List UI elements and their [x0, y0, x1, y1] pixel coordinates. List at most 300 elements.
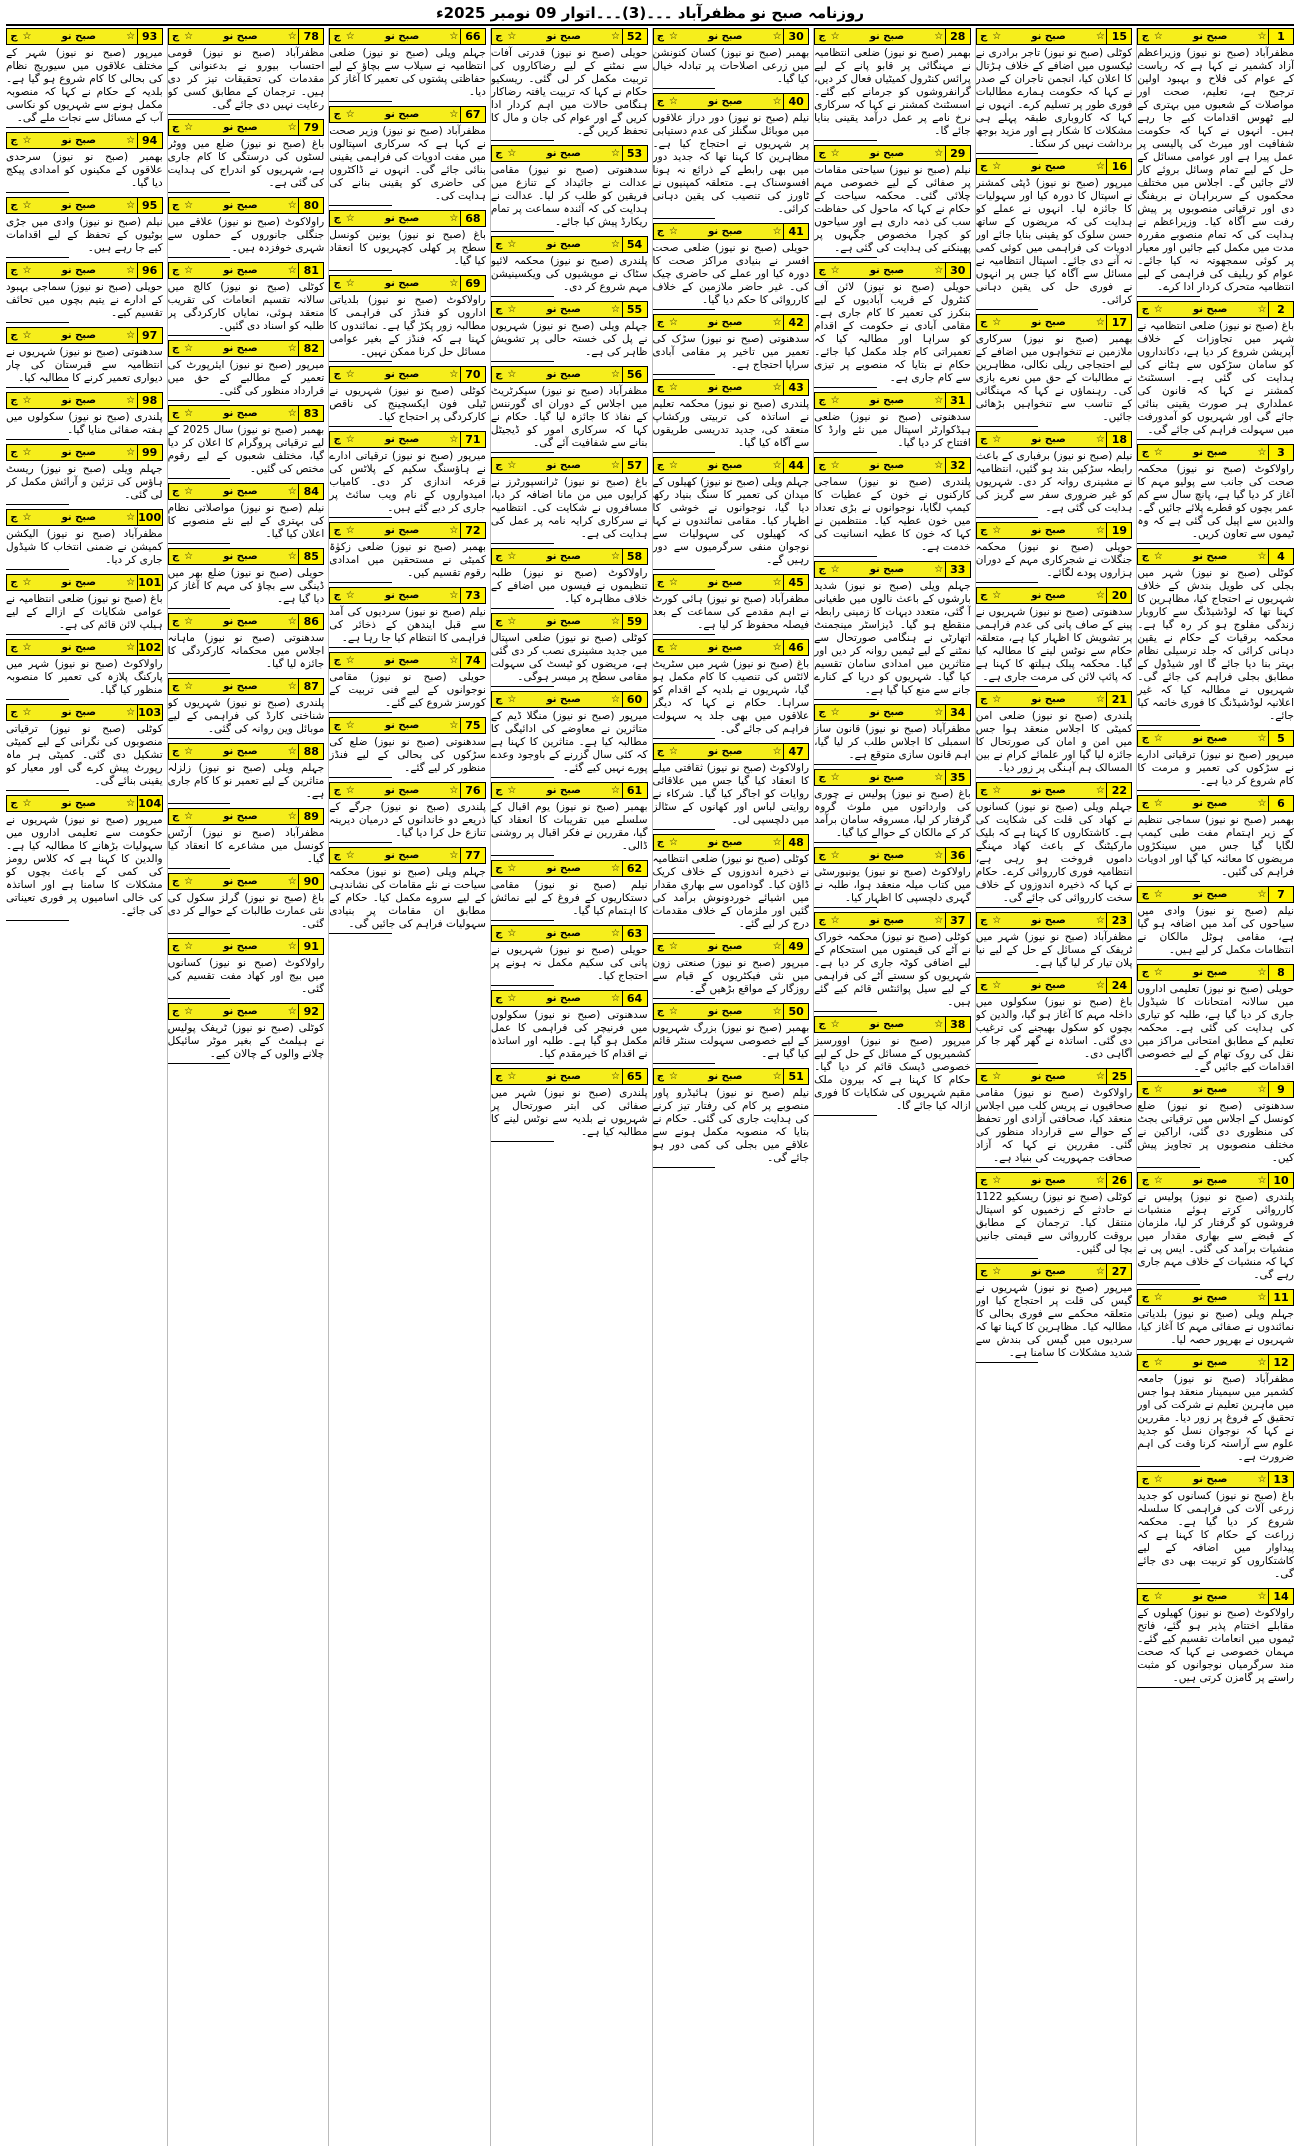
star-icon: ☆	[184, 122, 194, 133]
brand-label: صبح نو	[708, 96, 743, 107]
star-icon: ☆	[184, 408, 194, 419]
item-number: 98	[137, 393, 162, 408]
star-icon: ☆	[287, 200, 297, 211]
star-icon: ☆	[507, 928, 517, 939]
star-icon: ☆	[507, 304, 517, 315]
pin-glyph: ج	[1141, 551, 1149, 562]
item-text: حویلی (صبح نو نیوز) ضلع بھر میں ڈینگی سے بچاؤ کی مہم کا آغاز کر دیا گیا ہے۔	[167, 567, 325, 605]
star-icon: ☆	[1257, 1292, 1267, 1303]
item-number: 53	[622, 146, 647, 161]
pin-glyph: ج	[495, 31, 503, 42]
item-number: 60	[622, 692, 647, 707]
star-icon: ☆	[772, 642, 782, 653]
pin-glyph: ج	[818, 915, 826, 926]
item-text: مظفرآباد (صبح نو نیوز) وزیر صحت نے کہا ہے کہ سرکاری اسپتالوں میں مفت ادویات کی فراہمی یقینی بنائی جائے گی۔ انہوں نے ڈاکٹروں کی حاضری کو یقینی بنانے کی ہدایت کی۔	[329, 125, 486, 202]
item-end-rule	[653, 218, 716, 219]
pin-glyph: ج	[980, 1266, 988, 1277]
news-item	[329, 652, 486, 713]
brand-label: صبح نو	[1031, 1266, 1066, 1277]
pin-glyph: ج	[333, 720, 341, 731]
item-number: 16	[1106, 159, 1131, 174]
star-icon: ☆	[287, 681, 297, 692]
star-icon: ☆	[507, 148, 517, 159]
item-end-rule	[6, 439, 69, 440]
item-text: پلندری (صبح نو نیوز) شہریوں کو شناختی کارڈ کی فراہمی کے لیے موبائل وین روانہ کی گئی۔	[167, 697, 325, 735]
pin-glyph: ج	[172, 343, 180, 354]
brand-label: صبح نو	[1192, 967, 1228, 978]
item-text: نیلم (صبح نو نیوز) مواصلاتی نظام کی بہتری کے لیے نئے منصوبے کا اعلان کیا گیا۔	[167, 502, 325, 540]
news-item	[1137, 1471, 1294, 1584]
brand-label: صبح نو	[223, 681, 258, 692]
brand-label: صبح نو	[708, 642, 743, 653]
brand-label: صبح نو	[1031, 980, 1066, 991]
pin-glyph: ج	[495, 551, 503, 562]
item-text: میرپور (صبح نو نیوز) شہر کے مختلف علاقوں میں سیوریج نظام کی بحالی کا کام شروع ہو گیا ہے۔ بلدیہ کے حکام نے کہا کہ منصوبہ مکمل ہونے سے شہریوں کو نکاسی آب کے مسائل سے نجات ملے گی۔	[6, 47, 163, 124]
item-header-badge	[976, 912, 1133, 929]
news-item	[329, 717, 486, 778]
brand-label: صبح نو	[1192, 31, 1228, 42]
news-item	[168, 262, 325, 336]
star-icon: ☆	[1257, 304, 1267, 315]
item-text: بھمبر (صبح نو نیوز) سرحدی علاقوں کے مکینوں کو امدادی پیکج دیا گیا۔	[6, 151, 163, 189]
pin-glyph: ج	[172, 811, 180, 822]
item-text: مظفرآباد (صبح نو نیوز) الیکشن کمیشن نے ضمنی انتخاب کا شیڈول جاری کر دیا۔	[6, 528, 163, 566]
news-item	[491, 860, 648, 921]
star-icon: ☆	[22, 707, 32, 718]
news-item	[1137, 1354, 1294, 1467]
item-number: 51	[783, 1069, 808, 1084]
star-icon: ☆	[449, 31, 459, 42]
pin-glyph: ج	[333, 590, 341, 601]
item-header-badge	[491, 548, 648, 565]
item-header-badge	[1137, 1172, 1294, 1189]
star-icon: ☆	[830, 31, 840, 42]
pin-glyph: ج	[980, 525, 988, 536]
item-text: نیلم (صبح نو نیوز) وادی میں سیاحوں کی آمد میں اضافہ ہو گیا ہے، مقامی ہوٹل مالکان نے انتظامات مکمل کر لیے ہیں۔	[1137, 905, 1294, 956]
item-number: 87	[298, 679, 323, 694]
brand-label: صبح نو	[223, 1006, 258, 1017]
item-header-badge	[168, 938, 325, 955]
item-header-badge	[6, 704, 163, 721]
news-item	[653, 223, 810, 310]
item-text: جہلم ویلی (صبح نو نیوز) بلدیاتی نمائندوں نے صفائی مہم کا آغاز کیا، شہریوں نے بھرپور حصہ لیا۔	[1137, 1308, 1294, 1346]
star-icon: ☆	[287, 941, 297, 952]
item-number: 89	[298, 809, 323, 824]
star-icon: ☆	[449, 525, 459, 536]
brand-label: صبح نو	[869, 395, 905, 406]
brand-label: صبح نو	[1192, 733, 1228, 744]
star-icon: ☆	[184, 941, 194, 952]
star-icon: ☆	[184, 1006, 194, 1017]
news-item	[1137, 1172, 1294, 1285]
brand-label: صبح نو	[1031, 317, 1066, 328]
pin-glyph: ج	[495, 694, 503, 705]
item-number: 62	[622, 861, 647, 876]
item-end-rule	[976, 1362, 1039, 1363]
item-number: 54	[622, 237, 647, 252]
item-header-badge	[6, 327, 163, 344]
item-number: 94	[137, 133, 162, 148]
item-number: 20	[1106, 588, 1131, 603]
item-end-rule	[814, 257, 877, 258]
pin-glyph: ج	[10, 447, 18, 458]
star-icon: ☆	[126, 31, 136, 42]
item-end-rule	[653, 634, 716, 635]
news-item	[168, 483, 325, 544]
news-item	[814, 28, 971, 141]
brand-label: صبح نو	[869, 564, 905, 575]
star-icon: ☆	[611, 148, 620, 159]
star-icon: ☆	[611, 369, 620, 380]
item-header-badge	[653, 1068, 810, 1085]
item-number: 101	[138, 576, 162, 589]
news-item	[491, 457, 648, 544]
star-icon: ☆	[830, 915, 840, 926]
item-end-rule	[653, 1167, 716, 1168]
news-item	[168, 405, 325, 479]
item-number: 28	[945, 29, 970, 44]
star-icon: ☆	[992, 980, 1002, 991]
brand-label: صبح نو	[1192, 551, 1228, 562]
news-column	[167, 28, 325, 2146]
brand-label: صبح نو	[61, 265, 97, 276]
news-item	[6, 639, 163, 700]
item-end-rule	[329, 933, 392, 934]
item-number: 93	[137, 29, 162, 44]
news-item	[653, 574, 810, 635]
star-icon: ☆	[1257, 1175, 1267, 1186]
item-text: جہلم ویلی (صبح نو نیوز) ضلعی انتظامیہ نے سیلاب سے بچاؤ کے لیے حفاظتی پشتوں کی تعمیر کا آغاز کر دیا۔	[329, 47, 486, 98]
pin-glyph: ج	[333, 525, 341, 536]
item-end-rule	[976, 777, 1039, 778]
brand-label: صبح نو	[708, 746, 743, 757]
news-item	[976, 522, 1133, 583]
item-text: کوٹلی (صبح نو نیوز) تاجر برادری نے ٹیکسوں میں اضافے کے خلاف ہڑتال کا اعلان کیا، انجمن تاجران کے صدر نے کہا کہ حکومت ہمارے مطالبات فوری طور پر تسلیم کرے۔ انہوں نے کہا کہ کاروباری طبقہ پہلے ہی مشکلات کا شکار ہے اور مزید بوجھ برداشت نہیں کر سکتا۔	[975, 47, 1133, 150]
item-end-rule	[653, 309, 716, 310]
item-header-badge	[329, 431, 486, 448]
item-number: 85	[298, 549, 323, 564]
news-column	[328, 28, 486, 2146]
news-item	[814, 392, 971, 453]
star-icon: ☆	[830, 148, 840, 159]
item-header-badge	[491, 1068, 648, 1085]
item-end-rule	[491, 777, 554, 778]
brand-label: صبح نو	[223, 616, 258, 627]
item-text: جہلم ویلی (صبح نو نیوز) محکمہ سیاحت نے نئے مقامات کی نشاندہی کے لیے سروے مکمل کیا۔ حکام کے مطابق ان مقامات پر بنیادی سہولیات فراہم کی جائیں گی۔	[329, 866, 486, 930]
star-icon: ☆	[22, 265, 32, 276]
star-icon: ☆	[830, 772, 840, 783]
item-number: 99	[137, 445, 162, 460]
star-icon: ☆	[449, 850, 459, 861]
item-number: 2	[1268, 302, 1293, 317]
item-text: سدھنوتی (صبح نو نیوز) ضلع کونسل کے اجلاس میں ترقیاتی بجٹ کی منظوری دی گئی، اراکین نے مختلف منصوبوں پر تجاویز پیش کیں۔	[1137, 1100, 1294, 1164]
item-text: باغ (صبح نو نیوز) شہر میں سٹریٹ لائٹس کی تنصیب کا کام مکمل ہو گیا، شہریوں نے بلدیہ کے اقدام کو سراہا۔ حکام نے کہا کہ دیگر علاقوں میں بھی جلد یہ سہولت فراہم کی جائے گی۔	[652, 658, 810, 735]
item-text: حویلی (صبح نو نیوز) سماجی بہبود کے ادارے نے یتیم بچوں میں تحائف تقسیم کیے۔	[6, 281, 163, 319]
brand-label: صبح نو	[384, 785, 420, 796]
star-icon: ☆	[449, 785, 459, 796]
item-end-rule	[814, 907, 877, 908]
item-number: 19	[1106, 523, 1131, 538]
star-icon: ☆	[992, 434, 1002, 445]
star-icon: ☆	[345, 850, 355, 861]
item-number: 64	[622, 991, 647, 1006]
news-item	[814, 769, 971, 843]
news-item	[491, 990, 648, 1064]
news-item	[329, 522, 486, 583]
star-icon: ☆	[507, 239, 517, 250]
star-icon: ☆	[611, 694, 620, 705]
pin-glyph: ج	[818, 850, 826, 861]
item-number: 55	[622, 302, 647, 317]
item-text: بھمبر (صبح نو نیوز) ضلعی زکوٰۃ کمیٹی نے مستحقین میں امدادی رقوم تقسیم کیں۔	[329, 541, 486, 579]
brand-label: صبح نو	[546, 928, 581, 939]
item-header-badge	[6, 444, 163, 461]
news-item	[976, 314, 1133, 427]
item-header-badge	[653, 639, 810, 656]
star-icon: ☆	[992, 317, 1002, 328]
brand-label: صبح نو	[708, 382, 743, 393]
pin-glyph: ج	[10, 135, 18, 146]
item-end-rule	[329, 647, 392, 648]
item-number: 18	[1106, 432, 1131, 447]
item-number: 91	[298, 939, 323, 954]
pin-glyph: ج	[656, 837, 665, 848]
pin-glyph: ج	[818, 707, 826, 718]
news-item	[653, 938, 810, 999]
news-item	[814, 457, 971, 557]
news-item	[6, 509, 163, 570]
pin-glyph: ج	[10, 265, 18, 276]
star-icon: ☆	[830, 460, 840, 471]
item-text: بھمبر (صبح نو نیوز) سرکاری ملازمین نے تنخواہوں میں اضافے کے لیے احتجاجی ریلی نکالی، مظاہرین نے مطالبات کے حق میں نعرے بازی کی۔ رہنماؤں نے کہا کہ مہنگائی کے تناسب سے تنخواہیں بڑھائی جائیں۔	[975, 333, 1133, 423]
item-header-badge	[168, 340, 325, 357]
item-number: 72	[460, 523, 485, 538]
item-end-rule	[491, 231, 554, 232]
item-number: 34	[945, 705, 970, 720]
star-icon: ☆	[449, 213, 459, 224]
brand-label: صبح نو	[384, 31, 420, 42]
item-end-rule	[653, 569, 716, 570]
star-icon: ☆	[345, 590, 355, 601]
star-icon: ☆	[126, 642, 136, 653]
item-end-rule	[6, 790, 69, 791]
item-header-badge	[814, 262, 971, 279]
brand-label: صبح نو	[223, 122, 258, 133]
item-number: 76	[460, 783, 485, 798]
item-end-rule	[976, 1063, 1039, 1064]
item-number: 102	[138, 641, 162, 654]
item-text: راولاکوٹ (صبح نو نیوز) ثقافتی میلے کا انعقاد کیا گیا جس میں علاقائی روایات کو اجاگر کیا گیا۔ شرکاء نے روایتی لباس اور کھانوں کے سٹالز میں دلچسپی لی۔	[652, 762, 810, 826]
item-header-badge	[814, 145, 971, 162]
item-header-badge	[6, 574, 163, 591]
item-header-badge	[168, 28, 325, 45]
brand-label: صبح نو	[1031, 161, 1066, 172]
star-icon: ☆	[934, 564, 944, 575]
item-number: 74	[460, 653, 485, 668]
star-icon: ☆	[184, 746, 194, 757]
star-icon: ☆	[287, 551, 297, 562]
star-icon: ☆	[1153, 31, 1163, 42]
star-icon: ☆	[287, 486, 297, 497]
star-icon: ☆	[126, 707, 136, 718]
star-icon: ☆	[934, 395, 944, 406]
item-end-rule	[976, 686, 1039, 687]
brand-label: صبح نو	[1192, 1084, 1228, 1095]
item-end-rule	[1137, 790, 1200, 791]
item-number: 24	[1106, 978, 1131, 993]
item-number: 26	[1106, 1173, 1131, 1188]
star-icon: ☆	[22, 642, 32, 653]
item-text: پلندری (صبح نو نیوز) پولیس نے کارروائی کرتے ہوئے منشیات فروشوں کو گرفتار کر لیا، ملزمان کے قبضے سے بھاری مقدار میں منشیات برآمد کی گئی۔ ایس پی نے کہا کہ منشیات کے خلاف مہم جاری رہے گی۔	[1137, 1191, 1294, 1281]
pin-glyph: ج	[980, 785, 988, 796]
item-end-rule	[168, 257, 231, 258]
item-text: حویلی (صبح نو نیوز) ضلعی صحت افسر نے بنیادی مراکز صحت کا دورہ کیا اور عملے کی حاضری چیک کی۔ غیر حاضر ملازمین کے خلاف کارروائی کا حکم دیا گیا۔	[652, 242, 810, 306]
star-icon: ☆	[1153, 967, 1163, 978]
item-number: 52	[622, 29, 647, 44]
item-number: 46	[783, 640, 808, 655]
star-icon: ☆	[184, 265, 194, 276]
brand-label: صبح نو	[61, 798, 97, 809]
brand-label: صبح نو	[546, 1071, 581, 1082]
pin-glyph: ج	[1141, 1474, 1149, 1485]
item-text: بھمبر (صبح نو نیوز) کسان کنونشن میں زرعی اصلاحات پر تبادلہ خیال کیا گیا۔	[652, 47, 810, 85]
pin-glyph: ج	[980, 590, 988, 601]
item-number: 37	[945, 913, 970, 928]
item-number: 84	[298, 484, 323, 499]
news-item	[6, 197, 163, 258]
news-item	[814, 1016, 971, 1116]
star-icon: ☆	[126, 200, 136, 211]
star-icon: ☆	[772, 96, 782, 107]
star-icon: ☆	[345, 785, 355, 796]
pin-glyph: ج	[172, 486, 180, 497]
star-icon: ☆	[184, 200, 194, 211]
brand-label: صبح نو	[61, 200, 97, 211]
news-column	[975, 28, 1133, 2146]
pin-glyph: ج	[656, 96, 665, 107]
item-text: نیلم (صبح نو نیوز) دور دراز علاقوں میں موبائل سگنلز کی عدم دستیابی پر شہریوں نے احتجاج کیا ہے۔ مظاہرین کا کہنا تھا کہ جدید دور میں بھی رابطے کے ذرائع نہ ہونا افسوسناک ہے۔ متعلقہ کمپنیوں نے ٹاورز کی تنصیب کی یقین دہانی کرائی۔	[652, 112, 810, 215]
star-icon: ☆	[507, 31, 517, 42]
item-text: کوٹلی (صبح نو نیوز) شہر میں بجلی کی طویل بندش کے خلاف شہریوں نے احتجاج کیا، مظاہرین کا کہنا تھا کہ لوڈشیڈنگ سے کاروبار زندگی مفلوج ہو کر رہ گیا ہے۔ محکمہ برقیات کے حکام نے یقین دہانی کرائی کہ جلد ترسیلی نظام بہتر بنا دیا جائے گا اور شیڈول کے مطابق بجلی فراہم کی جائے گی۔ شہریوں نے مطالبہ کیا کہ غیر اعلانیہ لوڈشیڈنگ کا فوری خاتمہ کیا جائے۔	[1137, 567, 1294, 722]
star-icon: ☆	[287, 811, 297, 822]
item-end-rule	[6, 569, 69, 570]
item-header-badge	[653, 223, 810, 240]
item-end-rule	[1137, 1167, 1200, 1168]
pin-glyph: ج	[818, 460, 826, 471]
item-end-rule	[168, 400, 231, 401]
item-text: باغ (صبح نو نیوز) یونین کونسل سطح پر کھلی کچہریوں کا انعقاد کیا گیا۔	[329, 229, 486, 267]
item-end-rule	[329, 101, 392, 102]
item-header-badge	[1137, 730, 1294, 747]
star-icon: ☆	[1095, 785, 1105, 796]
pin-glyph: ج	[1141, 1357, 1149, 1368]
brand-label: صبح نو	[708, 941, 743, 952]
news-item	[1137, 1289, 1294, 1350]
item-text: راولاکوٹ (صبح نو نیوز) یونیورسٹی میں کتاب میلہ منعقد ہوا، طلبہ نے گہری دلچسپی کا اظہار کیا۔	[814, 866, 971, 904]
star-icon: ☆	[1153, 733, 1163, 744]
brand-label: صبح نو	[708, 1006, 743, 1017]
news-item	[1137, 548, 1294, 726]
star-icon: ☆	[184, 31, 194, 42]
star-icon: ☆	[345, 525, 355, 536]
item-header-badge	[653, 314, 810, 331]
item-text: میرپور (صبح نو نیوز) ایئرپورٹ کی تعمیر کے مطالبے کے حق میں قرارداد منظور کی گئی۔	[167, 359, 325, 397]
item-header-badge	[814, 769, 971, 786]
item-header-badge	[491, 236, 648, 253]
pin-glyph: ج	[10, 642, 18, 653]
brand-label: صبح نو	[869, 850, 905, 861]
item-header-badge	[329, 847, 486, 864]
item-text: کوٹلی (صبح نو نیوز) ٹریفک پولیس نے ہیلمٹ کے بغیر موٹر سائیکل چلانے والوں کے چالان کیے۔	[167, 1022, 325, 1060]
item-header-badge	[653, 834, 810, 851]
news-item	[976, 1263, 1133, 1363]
news-item	[168, 548, 325, 609]
news-item	[6, 327, 163, 388]
item-number: 41	[783, 224, 808, 239]
item-text: میرپور (صبح نو نیوز) شہریوں نے حکومت سے تعلیمی اداروں میں سہولیات بڑھانے کا مطالبہ کیا ہے۔ والدین کا کہنا ہے کہ کلاس رومز کی کمی کے باعث بچوں کو مشکلات کا سامنا ہے اور اساتذہ کی خالی اسامیوں پر فوری تعیناتی کی جائے۔	[6, 814, 163, 917]
pin-glyph: ج	[1141, 304, 1149, 315]
pin-glyph: ج	[980, 434, 988, 445]
item-end-rule	[814, 842, 877, 843]
item-header-badge	[1137, 1354, 1294, 1371]
item-end-rule	[976, 517, 1039, 518]
news-item	[6, 574, 163, 635]
item-end-rule	[1137, 1687, 1200, 1688]
star-icon: ☆	[830, 265, 840, 276]
item-number: 17	[1106, 315, 1131, 330]
brand-label: صبح نو	[1192, 889, 1228, 900]
item-text: کوٹلی (صبح نو نیوز) ضلعی انتظامیہ نے ذخیرہ اندوزوں کے خلاف کریک ڈاؤن کیا۔ گوداموں سے بھاری مقدار میں اشیائے خوردونوش برآمد کی گئیں اور ملزمان کے خلاف مقدمات درج کر لیے گئے۔	[652, 853, 810, 930]
item-end-rule	[491, 543, 554, 544]
star-icon: ☆	[992, 525, 1002, 536]
brand-label: صبح نو	[708, 1071, 743, 1082]
brand-label: صبح نو	[708, 317, 743, 328]
item-number: 70	[460, 367, 485, 382]
star-icon: ☆	[669, 460, 678, 471]
item-header-badge	[1137, 548, 1294, 565]
brand-label: صبح نو	[1192, 1292, 1228, 1303]
item-end-rule	[976, 907, 1039, 908]
item-header-badge	[976, 1172, 1133, 1189]
item-header-badge	[653, 938, 810, 955]
item-text: کوٹلی (صبح نو نیوز) شہریوں نے ٹیلی فون ایکسچینج کی ناقص کارکردگی پر احتجاج کیا۔	[329, 385, 486, 423]
item-end-rule	[168, 192, 231, 193]
brand-label: صبح نو	[869, 31, 905, 42]
pin-glyph: ج	[656, 642, 665, 653]
star-icon: ☆	[669, 1071, 678, 1082]
star-icon: ☆	[345, 369, 355, 380]
item-header-badge	[1137, 28, 1294, 45]
brand-label: صبح نو	[1031, 525, 1066, 536]
item-header-badge	[814, 847, 971, 864]
pin-glyph: ج	[495, 863, 503, 874]
pin-glyph: ج	[656, 1006, 665, 1017]
item-header-badge	[491, 366, 648, 383]
item-number: 75	[460, 718, 485, 733]
star-icon: ☆	[1153, 1175, 1163, 1186]
brand-label: صبح نو	[223, 811, 258, 822]
pin-glyph: ج	[980, 317, 988, 328]
item-number: 103	[138, 706, 162, 719]
star-icon: ☆	[992, 785, 1002, 796]
star-icon: ☆	[669, 96, 678, 107]
brand-label: صبح نو	[546, 616, 581, 627]
item-end-rule	[6, 387, 69, 388]
item-end-rule	[653, 933, 716, 934]
star-icon: ☆	[22, 200, 32, 211]
brand-label: صبح نو	[869, 265, 905, 276]
item-text: میرپور (صبح نو نیوز) شہریوں نے گیس کی قلت پر احتجاج کیا اور متعلقہ محکمے سے فوری بحالی کا مطالبہ کیا۔ مظاہرین کا کہنا تھا کہ سردیوں میں گیس کی بندش سے شدید مشکلات کا سامنا ہے۔	[975, 1282, 1133, 1359]
